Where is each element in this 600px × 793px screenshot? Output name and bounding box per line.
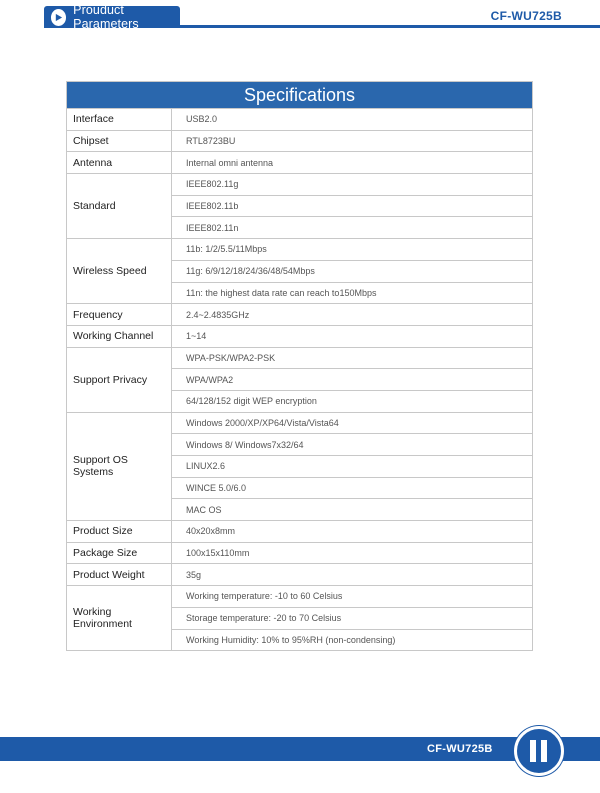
spec-label: Product Weight xyxy=(67,564,172,586)
spec-value: Internal omni antenna xyxy=(172,152,533,174)
spec-value: IEEE802.11b xyxy=(172,195,533,217)
spec-value: 100x15x110mm xyxy=(172,542,533,564)
spec-value: 11g: 6/9/12/18/24/36/48/54Mbps xyxy=(172,260,533,282)
spec-label: Product Size xyxy=(67,521,172,543)
spec-label: Wireless Speed xyxy=(67,239,172,304)
spec-value: WINCE 5.0/6.0 xyxy=(172,477,533,499)
spec-value: Working temperature: -10 to 60 Celsius xyxy=(172,586,533,608)
table-title-row xyxy=(67,82,533,109)
spec-value: WPA-PSK/WPA2-PSK xyxy=(172,347,533,369)
table-row xyxy=(67,347,533,369)
section-title: Prouduct Parameters xyxy=(73,3,139,31)
page-badge xyxy=(514,726,564,776)
spec-value: 11n: the highest data rate can reach to150Mbps xyxy=(172,282,533,304)
spec-label: Standard xyxy=(67,174,172,239)
spec-value: RTL8723BU xyxy=(172,130,533,152)
table-row xyxy=(67,586,533,608)
spec-value: Working Humidity: 10% to 95%RH (non-condensing) xyxy=(172,629,533,651)
table-row xyxy=(67,564,533,586)
play-icon xyxy=(51,9,66,26)
spec-label: Package Size xyxy=(67,542,172,564)
spec-value: Storage temperature: -20 to 70 Celsius xyxy=(172,607,533,629)
spec-label: Working Environment xyxy=(67,586,172,651)
spec-label: Support Privacy xyxy=(67,347,172,412)
header-model-number: CF-WU725B xyxy=(490,9,562,23)
spec-label: Interface xyxy=(67,109,172,131)
footer-bar xyxy=(0,737,600,761)
spec-label: Working Channel xyxy=(67,325,172,347)
table-row xyxy=(67,174,533,196)
spec-value: Windows 8/ Windows7x32/64 xyxy=(172,434,533,456)
table-row xyxy=(67,325,533,347)
spec-value: 35g xyxy=(172,564,533,586)
spec-label: Antenna xyxy=(67,152,172,174)
table-row xyxy=(67,412,533,434)
table-row xyxy=(67,239,533,261)
table-row xyxy=(67,521,533,543)
spec-value: USB2.0 xyxy=(172,109,533,131)
spec-value: WPA/WPA2 xyxy=(172,369,533,391)
spec-value: 2.4~2.4835GHz xyxy=(172,304,533,326)
table-title: Specifications xyxy=(67,82,533,109)
spec-label: Support OS Systems xyxy=(67,412,172,520)
spec-value: 40x20x8mm xyxy=(172,521,533,543)
footer-model-number: CF-WU725B xyxy=(427,743,493,755)
spec-label: Frequency xyxy=(67,304,172,326)
section-tab xyxy=(44,3,180,31)
spec-value: IEEE802.11g xyxy=(172,174,533,196)
table-row xyxy=(67,542,533,564)
table-row xyxy=(67,152,533,174)
table-row xyxy=(67,109,533,131)
spec-label: Chipset xyxy=(67,130,172,152)
spec-value: 64/128/152 digit WEP encryption xyxy=(172,390,533,412)
table-row xyxy=(67,304,533,326)
spec-value: 11b: 1/2/5.5/11Mbps xyxy=(172,239,533,261)
specifications-table xyxy=(66,81,533,651)
table-row xyxy=(67,130,533,152)
spec-value: IEEE802.11n xyxy=(172,217,533,239)
spec-value: 1~14 xyxy=(172,325,533,347)
pause-icon xyxy=(530,740,548,762)
spec-value: LINUX2.6 xyxy=(172,456,533,478)
spec-value: MAC OS xyxy=(172,499,533,521)
spec-value: Windows 2000/XP/XP64/Vista/Vista64 xyxy=(172,412,533,434)
